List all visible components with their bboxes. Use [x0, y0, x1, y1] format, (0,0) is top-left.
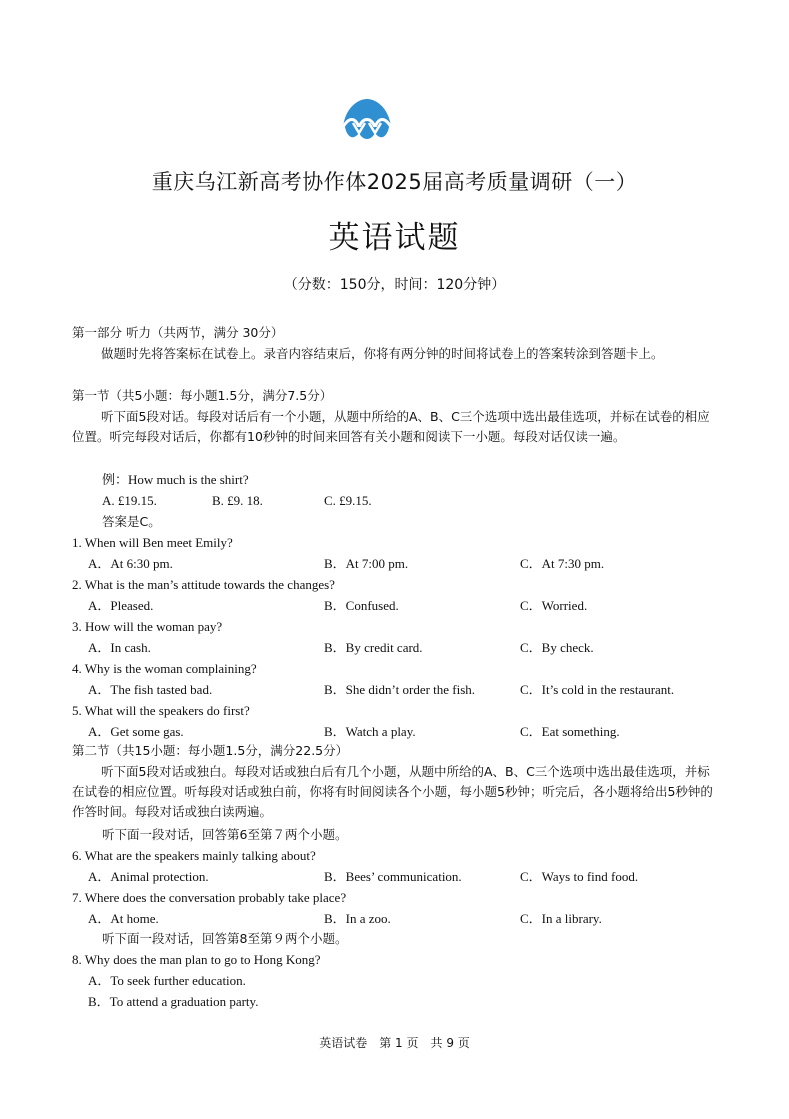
question-3: 3. How will the woman pay? — [72, 619, 223, 634]
example-option-b: B. £9. 18. — [212, 493, 263, 508]
example-question: 例：How much is the shirt? — [102, 472, 249, 487]
question-8: 8. Why does the man plan to go to Hong Kong? — [72, 952, 321, 967]
q7-option-b: B．In a zoo. — [324, 911, 391, 926]
q3-option-c: C．By check. — [520, 640, 594, 655]
exam-title: 重庆乌江新高考协作体2025届高考质量调研（一） — [151, 170, 638, 194]
q6-option-b: B．Bees’ communication. — [324, 869, 462, 884]
part1-intro: 做题时先将答案标在试卷上。录音内容结束后，你将有两分钟的时间将试卷上的答案转涂到答题卡上。 — [101, 346, 664, 361]
q8-option-a: A．To seek further education. — [88, 973, 246, 988]
q3-option-b: B．By credit card. — [324, 640, 423, 655]
q1-option-b: B．At 7:00 pm. — [324, 556, 409, 571]
question-6: 6. What are the speakers mainly talking about? — [72, 848, 316, 863]
q2-option-c: C．Worried. — [520, 598, 588, 613]
q5-option-b: B．Watch a play. — [324, 724, 416, 739]
q3-option-a: A．In cash. — [88, 640, 151, 655]
logo-icon — [339, 97, 395, 143]
example-option-a: A. £19.15. — [102, 493, 157, 508]
question-1: 1. When will Ben meet Emily? — [72, 535, 233, 550]
example-option-c: C. £9.15. — [324, 493, 372, 508]
part1-heading: 第一部分 听力（共两节，满分 30分） — [72, 325, 284, 340]
q5-option-c: C．Eat something. — [520, 724, 620, 739]
score-time-info: （分数：150分，时间：120分钟） — [283, 277, 506, 293]
question-7: 7. Where does the conversation probably take place? — [72, 890, 347, 905]
section1-heading: 第一节（共5小题：每小题1.5分，满分7.5分） — [72, 388, 333, 403]
example-answer: 答案是C。 — [102, 514, 161, 529]
intro-questions-6-7: 听下面一段对话，回答第6至第７两个小题。 — [102, 827, 348, 842]
q1-option-a: A．At 6:30 pm. — [88, 556, 173, 571]
q5-option-a: A．Get some gas. — [88, 724, 184, 739]
q4-option-c: C．It’s cold in the restaurant. — [520, 682, 675, 697]
q4-option-b: B．She didn’t order the fish. — [324, 682, 476, 697]
question-5: 5. What will the speakers do first? — [72, 703, 250, 718]
section2-heading: 第二节（共15小题：每小题1.5分，满分22.5分） — [72, 743, 349, 758]
section2-instructions: 听下面5段对话或独白。每段对话或独白后有几个小题，从题中所给的A、B、C三个选项中选出最佳选项，并标在试卷的相应位置。听每段对话或独白前，你将有时间阅读各个小题，每小题5秒钟；听完后，各小题将给出5秒钟的作答时间。每段对话或独白读两遍。 — [72, 764, 713, 819]
intro-questions-8-9: 听下面一段对话，回答第8至第９两个小题。 — [102, 931, 348, 946]
q6-option-c: C．Ways to find food. — [520, 869, 639, 884]
q1-option-c: C．At 7:30 pm. — [520, 556, 605, 571]
q7-option-c: C．In a library. — [520, 911, 602, 926]
question-4: 4. Why is the woman complaining? — [72, 661, 257, 676]
q4-option-a: A．The fish tasted bad. — [88, 682, 213, 697]
q8-option-b: B．To attend a graduation party. — [88, 994, 259, 1009]
q2-option-a: A．Pleased. — [88, 598, 154, 613]
section1-instructions: 听下面5段对话。每段对话后有一个小题，从题中所给的A、B、C三个选项中选出最佳选项，并标在试卷的相应位置。听完每段对话后，你都有10秒钟的时间来回答有关小题和阅读下一小题。每段对话仅读一遍。 — [72, 409, 710, 444]
page-footer: 英语试卷 第 1 页 共 9 页 — [319, 1036, 470, 1050]
q7-option-a: A．At home. — [88, 911, 159, 926]
exam-subject: 英语试题 — [328, 220, 461, 256]
question-2: 2. What is the man’s attitude towards the changes? — [72, 577, 335, 592]
q6-option-a: A．Animal protection. — [88, 869, 209, 884]
q2-option-b: B．Confused. — [324, 598, 399, 613]
